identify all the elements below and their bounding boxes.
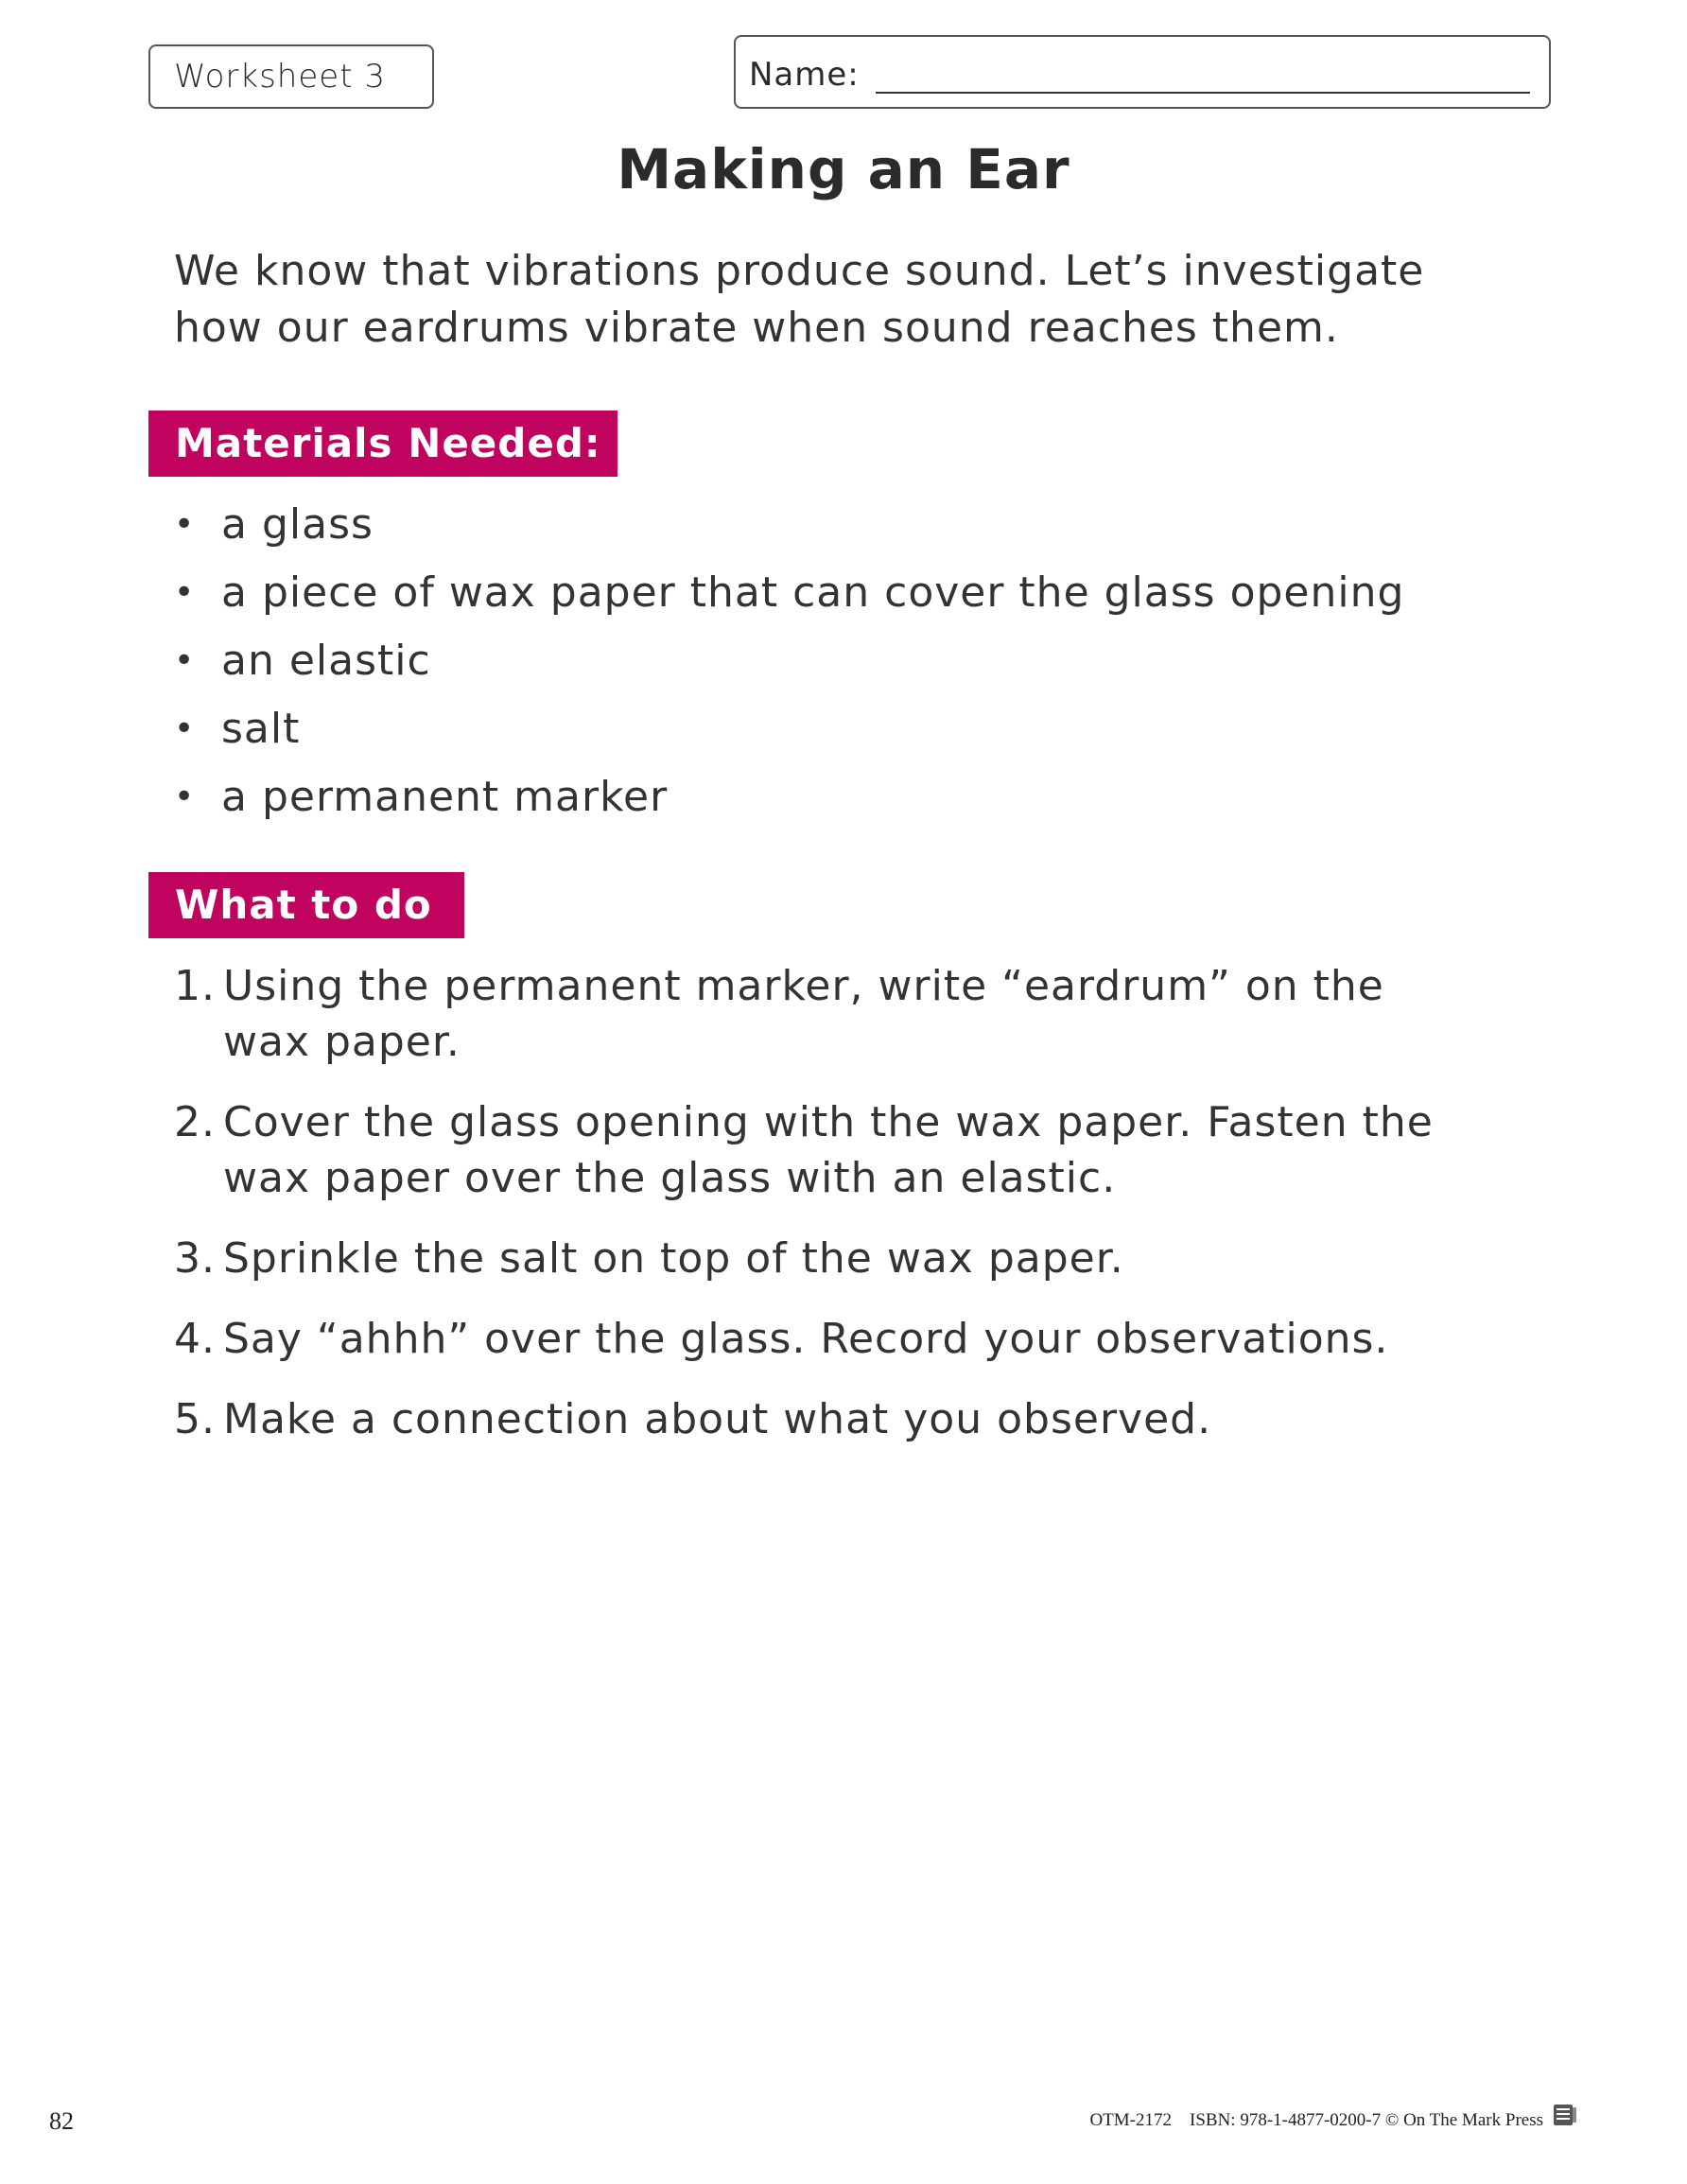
intro-paragraph: We know that vibrations produce sound. Let’s investigate how our eardrums vibrate when sound reaches them.	[174, 247, 1425, 352]
step-item	[174, 1231, 1479, 1286]
material-text: a permanent marker	[221, 773, 669, 821]
step-item	[174, 1311, 1479, 1367]
name-label: Name:	[749, 56, 860, 94]
list-item	[174, 497, 1404, 565]
steps-heading: What to do	[148, 872, 464, 938]
step-number: 4.	[174, 1315, 216, 1363]
step-text: Say “ahhh” over the glass. Record your observations.	[223, 1315, 1389, 1363]
list-item	[174, 769, 1404, 837]
steps-list	[174, 958, 1479, 1472]
name-field-box	[734, 35, 1551, 109]
bullet-icon: •	[174, 505, 196, 544]
page-title: Making an Ear	[617, 137, 1070, 201]
material-text: a glass	[221, 500, 374, 549]
name-write-line	[876, 92, 1530, 94]
step-number: 2.	[174, 1098, 216, 1146]
bullet-icon: •	[174, 641, 196, 680]
bullet-icon: •	[174, 573, 196, 612]
page-number: 82	[49, 2107, 74, 2135]
list-item	[174, 565, 1404, 633]
footer-credit: OTM-2172 ISBN: 978-1-4877-0200-7 © On The Mark Press	[1089, 2110, 1543, 2130]
step-text: Sprinkle the salt on top of the wax paper.	[223, 1234, 1124, 1283]
materials-list	[174, 497, 1404, 837]
material-text: salt	[221, 705, 301, 753]
worksheet-label: Worksheet 3	[174, 58, 386, 96]
step-number: 5.	[174, 1395, 216, 1443]
bullet-icon: •	[174, 709, 196, 748]
materials-heading: Materials Needed:	[148, 411, 617, 477]
step-text: Cover the glass opening with the wax paper. Fasten the wax paper over the glass with an elastic.	[223, 1098, 1434, 1202]
bullet-icon: •	[174, 778, 196, 816]
list-item	[174, 633, 1404, 701]
step-item	[174, 958, 1479, 1070]
step-text: Using the permanent marker, write “eardrum” on the wax paper.	[223, 962, 1384, 1066]
material-text: an elastic	[221, 637, 431, 685]
worksheet-tag	[148, 44, 434, 109]
book-logo-icon	[1552, 2102, 1578, 2128]
step-text: Make a connection about what you observed.	[223, 1395, 1212, 1443]
material-text: a piece of wax paper that can cover the glass opening	[221, 568, 1405, 617]
step-item	[174, 1391, 1479, 1447]
list-item	[174, 701, 1404, 769]
step-item	[174, 1094, 1479, 1206]
step-number: 3.	[174, 1234, 216, 1283]
step-number: 1.	[174, 962, 216, 1010]
